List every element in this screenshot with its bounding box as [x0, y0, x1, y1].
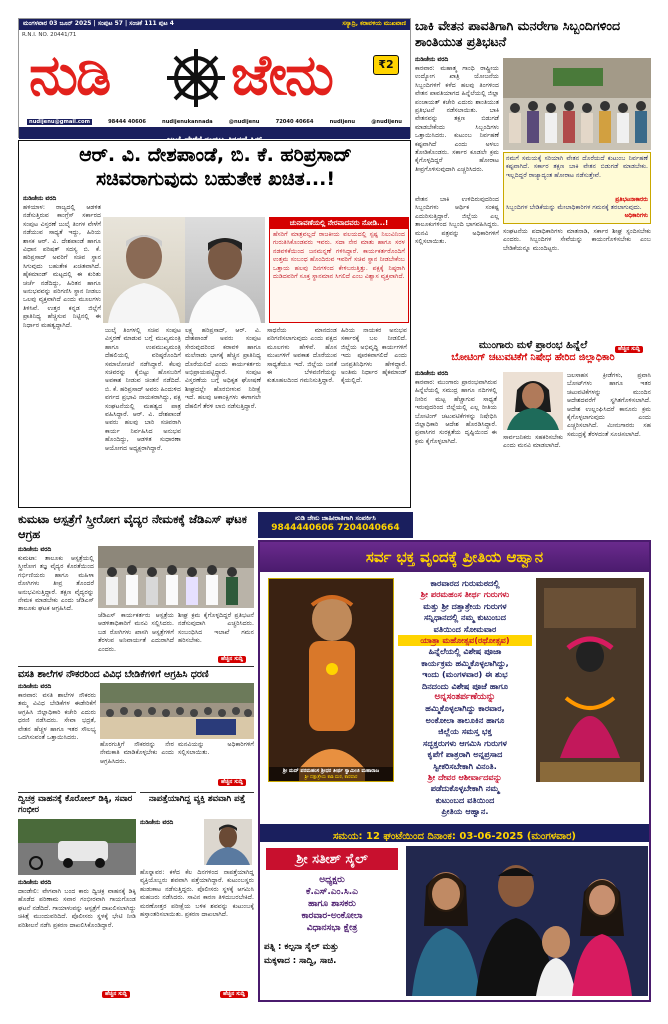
guru-portrait-caption — [269, 767, 393, 781]
vasati-headline: ವಸತಿ ಶಾಲೆಗಳ ನೌಕರರಿಂದ ವಿವಿಧ ಬೇಡಿಕೆಗಳಿಗೆ ಆಗ್ರಹಿಸಿ ಧರಣಿ — [18, 669, 209, 680]
mgnrega-quote: ನಮಗೆ ಸಮಯಕ್ಕೆ ಸರಿಯಾಗಿ ವೇತನ ದೊರೆಯದೆ ಕುಟುಂಬ ನಿರ್ವಹಣೆ ಕಷ್ಟವಾಗಿದೆ. ಸರ್ಕಾರ ತಕ್ಷಣ ಬಾಕಿ ವೇತನ ಬಿಡುಗಡೆ ಮಾಡಬೇಕು. ಇಲ್ಲದಿದ್ದರೆ ರಾಜ್ಯಾದ್ಯಂತ ಹೋರಾಟ ನಡೆಸುತ್ತೇವೆ. — [506, 155, 648, 179]
invitation-line: ಕಾರ್ಯಕ್ರಮ ಹಮ್ಮಿಕೊಳ್ಳಲಾಗಿದ್ದು, — [421, 657, 509, 668]
boating-byline: ನುಡಿಜೇನು ವರದಿ — [415, 370, 449, 377]
invitation-line: ಹಿನ್ನೆಲೆಯಲ್ಲಿ ವಿಶೇಷ ಪೂಜಾ — [428, 646, 502, 657]
ad-contact-line1: ನುಡಿ ಜೇನು ಜಾಹೀರಾತಿಗಾಗಿ ಸಂಪರ್ಕಿಸಿ — [295, 514, 376, 522]
boating-story — [415, 340, 651, 508]
boating-col1 — [415, 370, 497, 506]
missing-person-photo — [204, 819, 252, 865]
missing-byline: ನುಡಿಜೇನು ವರದಿ — [140, 819, 174, 826]
guru-caption-line2: ಶ್ರೀ ದತ್ತಾತ್ರೇಯ ಕಾಶಿ ಮಠ, ಕಾರವಾರ — [304, 775, 358, 780]
mgnrega-quote-by1: ಪ್ರತಿಭಟನಾಕಾರರು — [615, 197, 648, 203]
more-news-tag-5[interactable]: ಹೆಚ್ಚಿನ ಸುದ್ದಿ — [220, 991, 248, 998]
guru-portrait — [268, 578, 394, 782]
family-lines — [264, 940, 404, 968]
boating-text3: ಸಾರ್ವಜನಿಕರು ಸಹಕರಿಸಬೇಕು ಎಂದು ಮನವಿ ಮಾಡಲಾಗಿದೆ. — [503, 434, 563, 450]
invitation-line: ಸ್ವೀಕರಿಸಬೇಕಾಗಿ ವಿನಂತಿ. — [433, 760, 497, 771]
host-name-bar — [266, 848, 398, 870]
more-news-tag-2[interactable]: ಹೆಚ್ಚಿನ ಸುದ್ದಿ — [218, 656, 246, 663]
mgnrega-text3: ಸಂಘಟನೆಯ ಪದಾಧಿಕಾರಿಗಳು ಮಾತನಾಡಿ, ಸರ್ಕಾರ ಶೀಘ್ರ ಸ್ಪಂದಿಸಬೇಕು ಎಂದರು. ಸಿಬ್ಬಂದಿಗಳ ಸೇವೆಯನ್ನು ಕಾಯಂಗೊಳಿಸಬೇಕು ಎಂಬ ಬೇಡಿಕೆಯನ್ನೂ ಮುಂದಿಟ್ಟರು. — [503, 228, 651, 252]
invitation-line: ಶ್ರೀ ಪರಮಹಂಸ ತೀರ್ಥ ಗುರುಗಳು — [420, 589, 510, 600]
hariprasad-photo — [185, 217, 265, 323]
more-news-tag-3[interactable]: ಹೆಚ್ಚಿನ ಸುದ್ದಿ — [218, 779, 246, 786]
host-designation — [266, 874, 398, 934]
rni-number: R.N.I. NO. 20441/71 — [22, 32, 77, 38]
lead-col2-text: ಜುಲೈ ತಿಂಗಳಲ್ಲಿ ಸಚಿವ ಸಂಪುಟ ವಿಸ್ತರಣೆ ಮಾಡುವ ಬಗ್ಗೆ ಮುಖ್ಯಮಂತ್ರಿ ಹಾಗೂ ಉಪಮುಖ್ಯಮಂತ್ರಿ ದೆಹಲಿಯಲ್ಲಿ ವರಿಷ್ಠರೊಂದಿಗೆ ಸಮಾಲೋಚನೆ ನಡೆಸಿದ್ದಾರೆ. ಕೆಲವು ಸಚಿವರನ್ನು ಕೈಬಿಟ್ಟು ಹೊಸಬರಿಗೆ ಅವಕಾಶ ನೀಡುವ ಚಿಂತನೆ ನಡೆದಿದೆ. ಬಿ. ಕೆ. ಹರಿಪ್ರಸಾದ್ ಅವರು ಹಿಂದುಳಿದ ವರ್ಗದ ಪ್ರಭಾವಿ ನಾಯಕರಾಗಿದ್ದು, ಪಕ್ಷ ಸಂಘಟನೆಯಲ್ಲಿ ಮಹತ್ವದ ಪಾತ್ರ ವಹಿಸಿದ್ದಾರೆ. ಆರ್. ವಿ. ದೇಶಪಾಂಡೆ ಅವರು ಹಲವು ಬಾರಿ ಸಚಿವರಾಗಿ ಕಾರ್ಯ ನಿರ್ವಹಿಸಿದ ಅನುಭವ ಹೊಂದಿದ್ದು, ಆಡಳಿತ ಸುಧಾರಣಾ ಆಯೋಗದ ಅಧ್ಯಕ್ಷರಾಗಿದ್ದಾರೆ. — [105, 327, 181, 452]
vasati-text3: ಮನವಿಯನ್ನು ಅಧಿಕಾರಿಗಳಿಗೆ ಸಲ್ಲಿಸಲಾಯಿತು. — [178, 741, 254, 757]
invitation-title: ಸರ್ವ ಭಕ್ತ ವೃಂದಕ್ಕೆ ಪ್ರೀತಿಯ ಆಹ್ವಾನ — [365, 548, 544, 566]
invitation-body — [398, 578, 532, 822]
kids-line: ಮಕ್ಕಳಾದ : ಸಾದ್ವಿ, ಸಾಚಿ. — [264, 956, 337, 966]
missing-text: ಹೊನ್ನಾವರ: ಕಳೆದ ಕೆಲ ದಿನಗಳಿಂದ ನಾಪತ್ತೆಯಾಗಿದ್ದ ವ್ಯಕ್ತಿಯೊಬ್ಬರು ಶವವಾಗಿ ಪತ್ತೆಯಾಗಿದ್ದಾರೆ. ಕುಟುಂಬಸ್ಥರು ಹುಡುಕಾಟ ನಡೆಸುತ್ತಿದ್ದರು. ಪೊಲೀಸರು ಸ್ಥಳಕ್ಕೆ ಆಗಮಿಸಿ ಮಹಜರು ನಡೆಸಿದರು. ಸಾವಿನ ಕಾರಣ ತಿಳಿದುಬರಬೇಕಿದೆ. ಮರಣೋತ್ತರ ಪರೀಕ್ಷೆಯ ಬಳಿಕ ಶವವನ್ನು ಕುಟುಂಬಕ್ಕೆ ಹಸ್ತಾಂತರಿಸಲಾಯಿತು. ಪ್ರಕರಣ ದಾಖಲಾಗಿದೆ. — [140, 869, 254, 919]
dateline: ಮಂಗಳವಾರ 03 ಜೂನ್ 2025 | ಸಂಪುಟ 57 | ಸಂಚಿಕೆ 111 ಪುಟ 4 — [23, 20, 174, 27]
missing-story — [140, 792, 254, 1002]
masthead — [18, 18, 411, 144]
event-time-bar — [260, 824, 649, 842]
invitation-line: ಪಡೆದುಕೊಳ್ಳಬೇಕಾಗಿ ನಮ್ಮ — [430, 783, 500, 794]
lead-headline-line2: ಸಚಿವರಾಗುವುದು ಬಹುತೇಕ ಖಚಿತ...! — [95, 168, 336, 190]
logo-text-right: ಜೇನು — [231, 43, 332, 108]
invitation-line: ದಿನದಂದು ವಿಶೇಷ ಪೂಜೆ ಹಾಗೂ — [421, 680, 509, 691]
accident-photo — [18, 819, 136, 875]
invitation-title-bar — [260, 542, 649, 572]
ad-contact-line2: 9844440606 7204040664 — [271, 523, 400, 533]
masthead-logo — [29, 41, 399, 115]
accident-story — [18, 792, 136, 1002]
boating-headline: ಮುಂಗಾರು ಮಳೆ ಪ್ರಾರಂಭ ಹಿನ್ನೆಲೆ — [478, 340, 588, 351]
price-badge — [373, 55, 399, 75]
host-line-5: ವಿಧಾನಸಭಾ ಕ್ಷೇತ್ರ — [306, 923, 358, 933]
vasati-text1: ಕಾರವಾರ: ವಸತಿ ಶಾಲೆಗಳ ನೌಕರರು ತಮ್ಮ ವಿವಿಧ ಬೇಡಿಕೆಗಳ ಈಡೇರಿಕೆಗೆ ಆಗ್ರಹಿಸಿ ಜಿಲ್ಲಾಧಿಕಾರಿ ಕಚೇರಿ ಎದುರು ಧರಣಿ ನಡೆಸಿದರು. ಸೇವಾ ಭದ್ರತೆ, ವೇತನ ಹೆಚ್ಚಳ ಹಾಗೂ ಇತರ ಸೌಲಭ್ಯ ಒದಗಿಸುವಂತೆ ಒತ್ತಾಯಿಸಿದರು. — [18, 692, 96, 742]
more-news-tag-4[interactable]: ಹೆಚ್ಚಿನ ಸುದ್ದಿ — [102, 991, 130, 998]
mgnrega-quote-by2: ಅಧಿಕಾರಿಗಳು — [624, 213, 648, 219]
vasati-col1 — [18, 683, 96, 789]
dateline-bar — [19, 19, 410, 30]
kumata-text2: ಜೆಡಿಎಸ್ ಕಾರ್ಯಕರ್ತರು ಆಸ್ಪತ್ರೆಯ ಆಡಳಿತಾಧಿಕಾರಿಗೆ ಮನವಿ ಸಲ್ಲಿಸಿದರು. ಬಡ ರೋಗಿಗಳು ಖಾಸಗಿ ಆಸ್ಪತ್ರೆಗಳಿಗೆ ತೆರಳುವ ಅನಿವಾರ್ಯತೆ ಎದುರಾಗಿದೆ ಎಂದರು. — [98, 612, 174, 653]
deshpande-photo — [103, 217, 185, 323]
strap-bar — [19, 127, 410, 144]
invitation-line: ಸದ್ಭಕ್ತರುಗಳು ಆಗಮಿಸಿ ಗುರುಗಳ — [423, 737, 507, 748]
lead-col4-text: ಸಾಧನೆಯ ಮಾನದಂಡ ಪರಿಗಣಿಸಲಾಗುವುದು ಎಂದು ಪಕ್ಷದ ಮೂಲಗಳು ಹೇಳಿವೆ. ಹೊಸ ಮುಖಗಳಿಗೆ ಅವಕಾಶ ದೊರೆಯುವ ಸಾಧ್ಯತೆಯೂ ಇದೆ. ಜಿಲ್ಲೆಯ ಜನತೆ ಈ ಬೆಳವಣಿಗೆಯನ್ನು ಕುತೂಹಲದಿಂದ ಗಮನಿಸುತ್ತಿದ್ದಾರೆ. — [267, 327, 337, 385]
lead-story — [18, 140, 411, 508]
price: ₹2 — [378, 58, 394, 71]
kumata-text1: ಕುಮಟಾ: ತಾಲೂಕು ಆಸ್ಪತ್ರೆಯಲ್ಲಿ ಸ್ತ್ರೀರೋಗ ತಜ್ಞ ವೈದ್ಯರ ಕೊರತೆಯಿಂದ ಗರ್ಭಿಣಿಯರು ಹಾಗೂ ಮಹಿಳಾ ರೋಗಿಗಳು ತೀವ್ರ ತೊಂದರೆ ಅನುಭವಿಸುತ್ತಿದ್ದಾರೆ. ತಕ್ಷಣ ವೈದ್ಯರನ್ನು ನೇಮಕ ಮಾಡಬೇಕು ಎಂದು ಜೆಡಿಎಸ್ ತಾಲೂಕು ಘಟಕ ಆಗ್ರಹಿಸಿದೆ. — [18, 555, 94, 613]
mgnrega-protest-photo — [503, 58, 651, 150]
email-text: nudijenu@gmail.com — [29, 119, 90, 125]
guru-caption-line1: ಶ್ರೀ ಮದ್ ಪರಮಹಂಸ ಶ್ರೀಧರ ತೀರ್ಥ ಸ್ವಾಮೀಜಿ ಮಹಾರಾಜ — [282, 768, 380, 774]
invitation-lines — [398, 578, 532, 818]
vasati-protest-photo — [100, 683, 254, 739]
host-line-1: ಅಧ್ಯಕ್ಷರು — [319, 875, 345, 885]
mgnrega-headline: ಬಾಕಿ ವೇತನ ಪಾವತಿಗಾಗಿ ಮನರೇಗಾ ಸಿಬ್ಬಂದಿಗಳಿಂದ ಶಾಂತಿಯುತ ಪ್ರತಿಭಟನೆ — [415, 18, 621, 49]
host-line-2: ಕೆ.ಎಸ್.ಎಂ.ಸಿ.ಎ — [306, 887, 358, 897]
lead-headline — [23, 143, 408, 191]
invitation-line: ಇಂದು (ಮಂಗಳವಾರ) ಈ ಶುಭ — [422, 669, 508, 680]
host-line-3: ಹಾಗೂ ಶಾಸಕರು — [308, 899, 356, 909]
boating-text2: ಜಲಸಾಹಸ ಕ್ರೀಡೆಗಳು, ಪ್ರವಾಸಿ ಬೋಟ್‌ಗಳು ಹಾಗೂ ಇತರ ಚಟುವಟಿಕೆಗಳನ್ನು ಮುಂದಿನ ಆದೇಶದವರೆಗೆ ಸ್ಥಗಿತಗೊಳಿಸಲಾಗಿದೆ. ಆದೇಶ ಉಲ್ಲಂಘಿಸಿದರೆ ಕಾನೂನು ಕ್ರಮ ಕೈಗೊಳ್ಳಲಾಗುವುದು ಎಂದು ಎಚ್ಚರಿಸಲಾಗಿದೆ. ಮೀನುಗಾರರು ಸಹ ಸಮುದ್ರಕ್ಕೆ ತೆರಳದಂತೆ ಸೂಚಿಸಲಾಗಿದೆ. — [567, 372, 651, 438]
mgnrega-col1 — [415, 56, 499, 192]
invitation-line: ಪ್ರೀತಿಯ ಆಹ್ವಾನ. — [441, 806, 489, 817]
accident-text: ದಾಂಡೇಲಿ: ವೇಗವಾಗಿ ಬಂದ ಕಾರು ದ್ವಿಚಕ್ರ ವಾಹನಕ್ಕೆ ಡಿಕ್ಕಿ ಹೊಡೆದ ಪರಿಣಾಮ ಸವಾರ ಗಂಭೀರವಾಗಿ ಗಾಯಗೊಂಡ ಘಟನೆ ನಡೆದಿದೆ. ಗಾಯಾಳುವನ್ನು ಆಸ್ಪತ್ರೆಗೆ ದಾಖಲಿಸಲಾಗಿದ್ದು ಚಿಕಿತ್ಸೆ ಮುಂದುವರಿದಿದೆ. ಪೊಲೀಸರು ಸ್ಥಳಕ್ಕೆ ಭೇಟಿ ನೀಡಿ ಪರಿಶೀಲನೆ ನಡೆಸಿ ಪ್ರಕರಣ ದಾಖಲಿಸಿಕೊಂಡಿದ್ದಾರೆ. — [18, 888, 136, 929]
invitation-line: ಕಾರವಾರದ ಗುರುಮಠದಲ್ಲಿ — [430, 578, 500, 588]
invitation-line: ಮತ್ತು ಶ್ರೀ ದತ್ತಾತ್ರೇಯ ಗುರುಗಳ — [423, 600, 507, 611]
invitation-line: ಯಾತ್ರಾ ಮಹೋತ್ಸವ(ರಥೋತ್ಸವ) — [398, 635, 532, 646]
vasati-story — [18, 666, 254, 788]
wife-line: ಪತ್ನಿ : ಕಲ್ಪನಾ ಸೈಲ್ ಮತ್ತು — [264, 942, 339, 952]
kumata-jds-photo — [98, 546, 254, 608]
missing-headline: ನಾಪತ್ತೆಯಾಗಿದ್ದ ವ್ಯಕ್ತಿ ಶವವಾಗಿ ಪತ್ತೆ — [148, 794, 246, 804]
host-line-4: ಕಾರವಾರ-ಅಂಕೋಲಾ — [301, 911, 363, 921]
kumata-col1 — [18, 546, 94, 664]
vasati-byline: ನುಡಿಜೇನು ವರದಿ — [18, 683, 52, 690]
mgnrega-text2: ವೇತನ ಬಾಕಿ ಉಳಿದಿರುವುದರಿಂದ ಸಿಬ್ಬಂದಿಗಳು ಆರ್ಥಿಕ ಸಂಕಷ್ಟ ಎದುರಿಸುತ್ತಿದ್ದಾರೆ. ಜಿಲ್ಲೆಯ ಎಲ್ಲ ತಾಲೂಕುಗಳಿಂದ ಸಿಬ್ಬಂದಿ ಭಾಗವಹಿಸಿದ್ದರು. ಮನವಿ ಪತ್ರವನ್ನು ಅಧಿಕಾರಿಗಳಿಗೆ ಸಲ್ಲಿಸಲಾಯಿತು. — [415, 196, 499, 246]
lead-headline-line1: ಆರ್. ವಿ. ದೇಶಪಾಂಡೆ, ಬಿ. ಕೆ. ಹರಿಪ್ರಸಾದ್ — [79, 144, 352, 166]
election-box-text: ಹೆಸರಿಗೆ ಮಾತ್ರವಲ್ಲದೆ ರಾಜಕೀಯ ವಲಯದಲ್ಲಿ ಸ್ಪಷ್ಟ ನಿಲುವಿನಿಂದ ಗುರುತಿಸಿಕೊಂಡವರು ಇವರು. ಸದಾ ನೇರ ಮಾತು ಹಾಗೂ ಸರಳ ನಡವಳಿಕೆಯಿಂದ ಜನಮನ್ನಣೆ ಗಳಿಸಿದ್ದಾರೆ. ಕಾರ್ಯಕರ್ತರೊಂದಿಗೆ ಉತ್ತಮ ಸಂಬಂಧ ಹೊಂದಿರುವ ಇವರಿಗೆ ಸಚಿವ ಸ್ಥಾನ ನೀಡಬೇಕೆಂಬ ಒತ್ತಾಯ ಹಲವು ದಿನಗಳಿಂದ ಕೇಳಿಬರುತ್ತಿತ್ತು. ಪಕ್ಷಕ್ಕೆ ನಿಷ್ಠರಾಗಿ ದುಡಿದವರಿಗೆ ಸೂಕ್ತ ಸ್ಥಾನಮಾನ ಸಿಗಲಿದೆ ಎಂಬ ವಿಶ್ವಾಸ ವ್ಯಕ್ತವಾಗಿದೆ. — [273, 231, 405, 281]
kumata-byline: ನುಡಿಜೇನು ವರದಿ — [18, 546, 52, 553]
invitation-line: ಕೃಪೆಗೆ ಪಾತ್ರರಾಗಿ ಅನ್ನಪ್ರಸಾದ — [427, 749, 503, 760]
lead-col3-text: ಲಕ್ಷ್ಯ ಹರಿಪ್ರಸಾದ್, ಆರ್. ವಿ. ದೇಶಪಾಂಡೆ ಅವರು ಸಂಪುಟ ಸೇರುವುದರಿಂದ ಕರಾವಳಿ ಹಾಗೂ ಮಲೆನಾಡು ಭಾಗಕ್ಕೆ ಹೆಚ್ಚಿನ ಪ್ರಾತಿನಿಧ್ಯ ದೊರೆಯಲಿದೆ ಎಂದು ಕಾರ್ಯಕರ್ತರು ಅಭಿಪ್ರಾಯಪಟ್ಟಿದ್ದಾರೆ. ಸಂಪುಟ ವಿಸ್ತರಣೆಯ ಬಗ್ಗೆ ಅಧಿಕೃತ ಘೋಷಣೆ ಶೀಘ್ರದಲ್ಲೇ ಹೊರಬೀಳುವ ನಿರೀಕ್ಷೆ ಇದೆ. ಹಲವು ಆಕಾಂಕ್ಷಿಗಳು ಈಗಾಗಲೇ ದೆಹಲಿಗೆ ತೆರಳಿ ಲಾಬಿ ನಡೆಸುತ್ತಿದ್ದಾರೆ. — [185, 327, 261, 410]
lead-byline: ನುಡಿಜೇನು ವರದಿ — [23, 195, 57, 202]
kumata-text3: ಶೀಘ್ರ ಕ್ರಮ ಕೈಗೊಳ್ಳದಿದ್ದರೆ ಪ್ರತಿಭಟನೆ ನಡೆಸುವುದಾಗಿ ಎಚ್ಚರಿಸಿದರು. ಸಂಬಂಧಿಸಿದ ಇಲಾಖೆ ಗಮನ ಹರಿಸಬೇಕು. — [178, 612, 254, 645]
vasati-text2: ಹೊರಗುತ್ತಿಗೆ ನೌಕರರನ್ನು ನೇರ ನೇಮಕಾತಿ ಮಾಡಿಕೊಳ್ಳಬೇಕು ಎಂದು ಆಗ್ರಹಿಸಿದರು. — [100, 741, 174, 765]
idol-photo — [536, 578, 644, 782]
invitation-line: ಸನ್ನಿಧಾನದಲ್ಲಿ ನಮ್ಮ ಕುಟುಂಬದ — [423, 612, 507, 623]
accident-byline: ನುಡಿಜೇನು ವರದಿ — [18, 879, 52, 886]
kumata-headline: ಕುಮಟಾ ಆಸ್ಪತ್ರೆಗೆ ಸ್ತ್ರೀರೋಗ ವೈದ್ಯರ ನೇಮಕಕ್ಕೆ ಜೆಡಿಎಸ್ ಘಟಕ ಆಗ್ರಹ — [18, 512, 247, 541]
more-news-tag-1[interactable]: ಹೆಚ್ಚಿನ ಸುದ್ದಿ — [615, 346, 643, 353]
ship-wheel-icon — [165, 47, 227, 109]
event-time-text: ಸಮಯ: 12 ಘಂಟೆಯಿಂದ ದಿನಾಂಕ: 03-06-2025 (ಮಂಗಳವಾರ) — [333, 831, 576, 842]
mgnrega-byline: ನುಡಿಜೇನು ವರದಿ — [415, 56, 449, 63]
phone1-text: 98444 40606 — [108, 119, 146, 125]
accident-headline: ದ್ವಿಚಕ್ರ ವಾಹನಕ್ಕೆ ಕೊರೋಲ್ ಡಿಕ್ಕಿ, ಸವಾರ ಗಂಭೀರ — [18, 794, 133, 815]
invitation-line: ಜಿಲ್ಲೆಯ ಸಮಸ್ತ ಭಕ್ತ — [438, 726, 492, 737]
family-photo — [406, 846, 648, 996]
invitation-line: ಶ್ರೀ ದೇವರ ಆಶೀರ್ವಾದವನ್ನು — [428, 771, 502, 782]
invitation-line: ಹಮ್ಮಿಕೊಳ್ಳಲಾಗಿದ್ದು ಕಾರವಾರ, — [425, 703, 505, 714]
district-collector-photo — [503, 372, 563, 430]
accident-body — [18, 879, 136, 1003]
invitation-line: ಕುಟುಂಬದ ವತಿಯಿಂದ — [435, 794, 495, 805]
mgnrega-quote-box — [503, 152, 651, 224]
mgnrega-text: ಕಾರವಾರ: ಮಹಾತ್ಮ ಗಾಂಧಿ ರಾಷ್ಟ್ರೀಯ ಉದ್ಯೋಗ ಖಾತ್ರಿ ಯೋಜನೆಯ ಸಿಬ್ಬಂದಿಗಳಿಗೆ ಕಳೆದ ಹಲವು ತಿಂಗಳಿಂದ ವೇತನ ಪಾವತಿಯಾಗದ ಹಿನ್ನೆಲೆಯಲ್ಲಿ ಜಿಲ್ಲಾ ಪಂಚಾಯತ್ ಕಚೇರಿ ಎದುರು ಶಾಂತಿಯುತ ಪ್ರತಿಭಟನೆ ನಡೆಸಲಾಯಿತು. ಬಾಕಿ ವೇತನವನ್ನು ತಕ್ಷಣ ಬಿಡುಗಡೆ ಮಾಡಬೇಕೆಂದು ಸಿಬ್ಬಂದಿಗಳು ಒತ್ತಾಯಿಸಿದರು. ಕುಟುಂಬ ನಿರ್ವಹಣೆ ಕಷ್ಟವಾಗಿದೆ ಎಂದು ಅಳಲು ತೋಡಿಕೊಂಡರು. ಸರ್ಕಾರ ಕೂಡಲೇ ಕ್ರಮ ಕೈಗೊಳ್ಳದಿದ್ದರೆ ಹೋರಾಟ ತೀವ್ರಗೊಳಿಸುವುದಾಗಿ ಎಚ್ಚರಿಸಿದರು. — [415, 65, 499, 173]
invitation-line: ಅನ್ನಸಂತರ್ಪಣೆಯನ್ನು — [434, 692, 496, 703]
tagline: ಸಸ್ಯಾದ್ರಿ, ಕರಾವಳಿಯ ಮುಖವಾಣಿ — [342, 20, 406, 27]
missing-col1 — [140, 819, 202, 863]
lead-col1-text: ಹಳಿಯಾಳ: ರಾಜ್ಯದಲ್ಲಿ ಆಡಳಿತ ನಡೆಸುತ್ತಿರುವ ಕಾಂಗ್ರೆಸ್ ಸರ್ಕಾರದ ಸಂಪುಟ ವಿಸ್ತರಣೆ ಜುಲೈ ತಿಂಗಳ ವೇಳೆಗೆ ನಡೆಯುವ ಸಾಧ್ಯತೆ ಇದ್ದು, ಹಿರಿಯ ಶಾಸಕ ಆರ್. ವಿ. ದೇಶಪಾಂಡೆ ಹಾಗೂ ವಿಧಾನ ಪರಿಷತ್ ಸದಸ್ಯ ಬಿ. ಕೆ. ಹರಿಪ್ರಸಾದ್ ಅವರಿಗೆ ಸಚಿವ ಸ್ಥಾನ ಸಿಗುವುದು ಬಹುತೇಕ ಖಚಿತವಾಗಿದೆ. ಹೈಕಮಾಂಡ್ ಮಟ್ಟದಲ್ಲಿ ಈ ಕುರಿತು ಚರ್ಚೆ ನಡೆದಿದ್ದು, ಹಿರಿತನ ಹಾಗೂ ಅನುಭವವನ್ನು ಪರಿಗಣಿಸಿ ಸ್ಥಾನ ನೀಡಲು ಒಲವು ವ್ಯಕ್ತವಾಗಿದೆ ಎಂದು ಮೂಲಗಳು ತಿಳಿಸಿವೆ. ಉತ್ತರ ಕನ್ನಡ ಜಿಲ್ಲೆಗೆ ಪ್ರಾತಿನಿಧ್ಯ ಹೆಚ್ಚಿಸುವ ನಿಟ್ಟಿನಲ್ಲಿ ಈ ನಿರ್ಧಾರ ಮಹತ್ವದ್ದಾಗಿದೆ. — [23, 204, 101, 329]
lead-column-1 — [23, 195, 101, 501]
election-box — [269, 217, 409, 323]
host-section — [260, 844, 649, 1000]
logo-text-left: ನುಡಿ — [29, 43, 110, 108]
boating-text1: ಕಾರವಾರ: ಮುಂಗಾರು ಪ್ರಾರಂಭವಾಗಿರುವ ಹಿನ್ನೆಲೆಯಲ್ಲಿ ಸಮುದ್ರ ಹಾಗೂ ನದಿಗಳಲ್ಲಿ ನೀರಿನ ಮಟ್ಟ ಹೆಚ್ಚಾಗುವ ಸಾಧ್ಯತೆ ಇರುವುದರಿಂದ ಜಿಲ್ಲೆಯಲ್ಲಿ ಎಲ್ಲ ರೀತಿಯ ಬೋಟಿಂಗ್ ಚಟುವಟಿಕೆಗಳನ್ನು ನಿಷೇಧಿಸಿ ಜಿಲ್ಲಾಧಿಕಾರಿ ಆದೇಶ ಹೊರಡಿಸಿದ್ದಾರೆ. ಪ್ರವಾಸಿಗರ ಸುರಕ್ಷತೆಯ ದೃಷ್ಟಿಯಿಂದ ಈ ಕ್ರಮ ಕೈಗೊಳ್ಳಲಾಗಿದೆ. — [415, 379, 497, 445]
phone2-text: 72040 40664 — [275, 119, 314, 125]
host-name: ಶ್ರೀ ಸತೀಶ್ ಸೈಲ್ — [296, 852, 368, 867]
handle4-text: @nudijenu — [371, 119, 402, 125]
handle2-text: @nudijenu — [228, 119, 260, 125]
handle3-text: nudijenu — [329, 119, 356, 125]
kumata-story — [18, 512, 254, 664]
boating-subhead: ಬೋಟಿಂಗ್ ಚಟುವಟಿಕೆಗೆ ನಿಷೇಧ ಹೇರಿದ ಜಿಲ್ಲಾಧಿಕಾರಿ — [451, 352, 615, 363]
lead-col5-text: ಹಿರಿಯ ನಾಯಕರ ಅನುಭವ ಸರ್ಕಾರಕ್ಕೆ ಬಲ ನೀಡಲಿದೆ. ಜಿಲ್ಲೆಯ ಅಭಿವೃದ್ಧಿ ಕಾರ್ಯಗಳಿಗೆ ಇದು ಪೂರಕವಾಗಲಿದೆ ಎಂದು ಜನಪ್ರತಿನಿಧಿಗಳು ಹೇಳಿದ್ದಾರೆ. ಅಂತಿಮ ನಿರ್ಧಾರ ಹೈಕಮಾಂಡ್ ಕೈಯಲ್ಲಿದೆ. — [341, 327, 407, 385]
strap-text: ಜುಲೈ ವೇಳೆಗೆ ಸಂಪುಟ ವಿಸ್ತರಣೆ ಫಿಕ್ಸ್ — [167, 135, 262, 144]
election-box-title: ಚುನಾವಣೆಯಲ್ಲಿ ನೇರವಾದವರು ನೋಡಿ...! — [270, 218, 408, 229]
invitation-line: ವತಿಯಿಂದ ಸೋಮವಾರ — [433, 623, 497, 634]
handle1-text: nudijenukannada — [162, 119, 213, 125]
contact-strip — [19, 117, 410, 127]
invitation-line: ಅಂಕೋಲಾ ತಾಲೂಕಿನ ಹಾಗೂ — [425, 714, 505, 725]
mgnrega-quote2: ಸಿಬ್ಬಂದಿಗಳ ಬೇಡಿಕೆಯನ್ನು ಮೇಲಾಧಿಕಾರಿಗಳ ಗಮನಕ್ಕೆ ತರಲಾಗುವುದು. — [506, 204, 642, 211]
invitation-ad — [258, 540, 651, 1002]
ad-contact-box — [258, 512, 413, 538]
